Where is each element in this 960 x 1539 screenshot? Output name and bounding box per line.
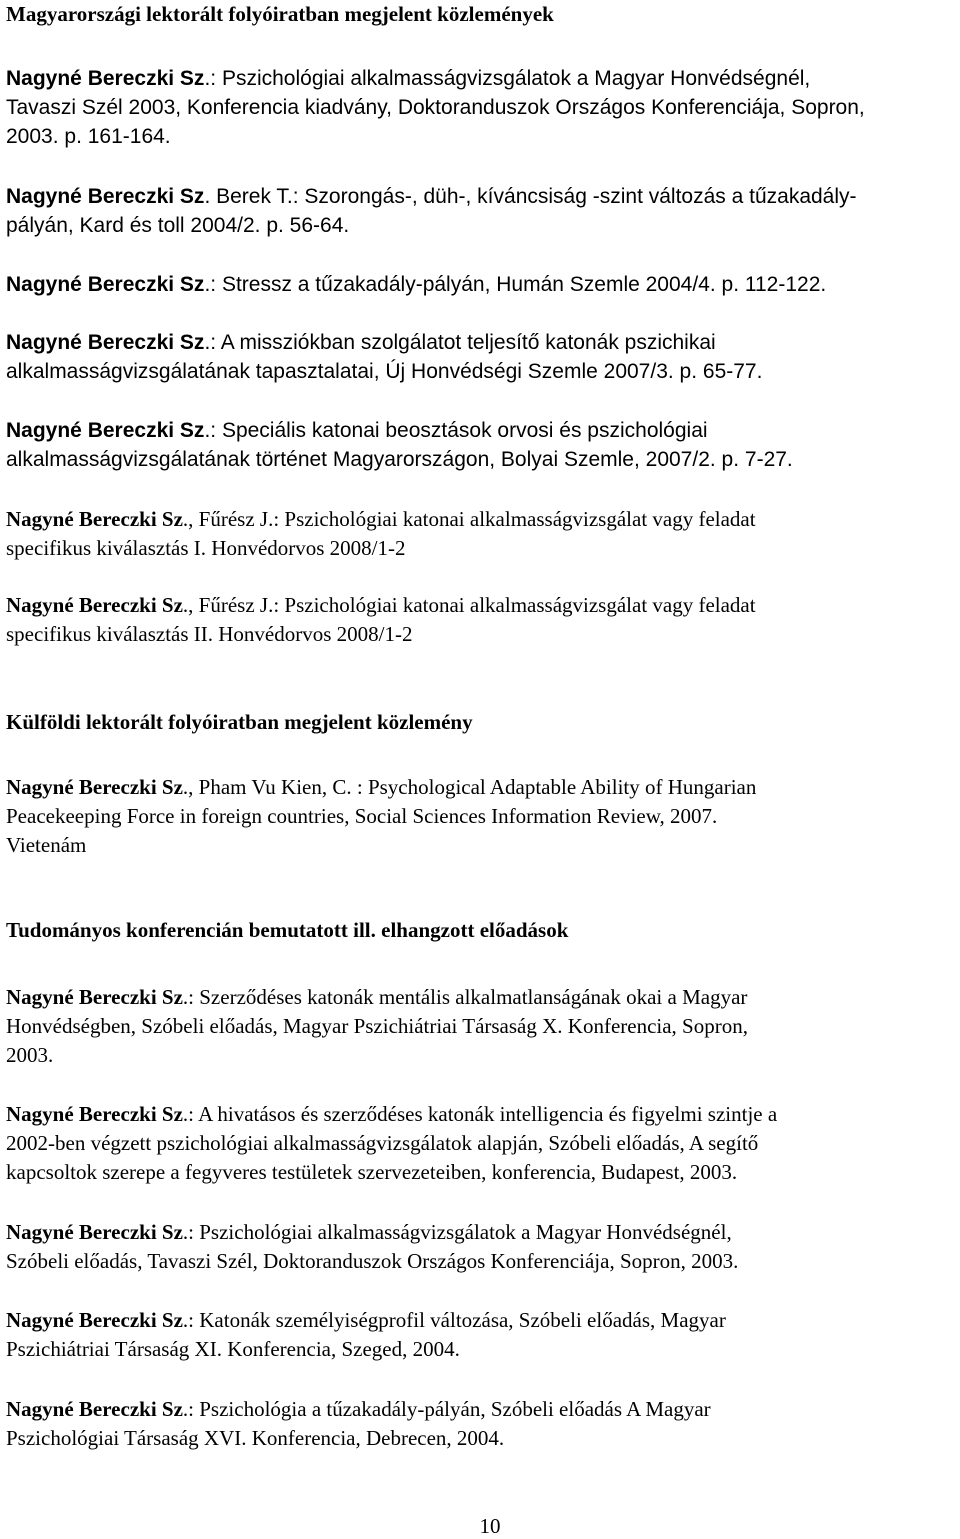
- presentation-entry: Nagyné Bereczki Sz.: Pszichológia a tűzakadály-pályán, Szóbeli előadás A Magyar Pszichológiai Társaság XVI. Konferencia, Debrecen, 2004.: [6, 1397, 711, 1450]
- section-heading-conference: Tudományos konferencián bemutatott ill. elhangzott előadások: [6, 918, 569, 942]
- author-name: Nagyné Bereczki Sz: [6, 185, 205, 208]
- presentation-entry: Nagyné Bereczki Sz.: Szerződéses katonák mentális alkalmatlanságának okai a Magyar Honvédségben, Szóbeli előadás, Magyar Pszichiátriai Társaság X. Konferencia, Sopron, 2003.: [6, 985, 748, 1067]
- publication-entry: Nagyné Bereczki Sz., Fűrész J.: Pszichológiai katonai alkalmasságvizsgálat vagy feladat specifikus kiválasztás I. Honvédorvos 2008/1-2: [6, 507, 756, 560]
- author-name: Nagyné Bereczki Sz: [6, 1102, 183, 1126]
- presentation-entry: Nagyné Bereczki Sz.: Katonák személyiségprofil változása, Szóbeli előadás, Magyar Pszichiátriai Társaság XI. Konferencia, Szeged, 2004.: [6, 1308, 726, 1361]
- publication-entry: Nagyné Bereczki Sz., Fűrész J.: Pszichológiai katonai alkalmasságvizsgálat vagy feladat specifikus kiválasztás II. Honvédorvos 2008/1-2: [6, 593, 756, 646]
- presentation-entry: Nagyné Bereczki Sz.: Pszichológiai alkalmasságvizsgálatok a Magyar Honvédségnél, Szóbeli előadás, Tavaszi Szél, Doktoranduszok Országos Konferenciája, Sopron, 2003.: [6, 1220, 739, 1273]
- publication-entry: Nagyné Bereczki Sz.: Stressz a tűzakadály-pályán, Humán Szemle 2004/4. p. 112-122.: [6, 273, 827, 296]
- author-name: Nagyné Bereczki Sz: [6, 1308, 183, 1332]
- page-number: 10: [479, 1514, 501, 1538]
- section-heading-hungarian: Magyarországi lektorált folyóiratban megjelent közlemények: [6, 2, 554, 26]
- author-name: Nagyné Bereczki Sz: [6, 331, 205, 354]
- author-name: Nagyné Bereczki Sz: [6, 775, 183, 799]
- author-name: Nagyné Bereczki Sz: [6, 273, 205, 296]
- publication-entry: Nagyné Bereczki Sz.: Pszichológiai alkalmasságvizsgálatok a Magyar Honvédségnél, Tavaszi Szél 2003, Konferencia kiadvány, Doktoranduszok Országos Konferenciája, Sopron, 2003. p. 161-164.: [6, 67, 865, 148]
- presentation-entry: Nagyné Bereczki Sz.: A hivatásos és szerződéses katonák intelligencia és figyelmi szintje a 2002-ben végzett pszichológiai alkalmasságvizsgálatok alapján, Szóbeli előadás, A segítő kapcsoltok szerepe a fegyveres testületek szervezeteiben, konferencia, Budapest, 2003.: [6, 1102, 778, 1184]
- author-name: Nagyné Bereczki Sz: [6, 507, 183, 531]
- author-name: Nagyné Bereczki Sz: [6, 67, 205, 90]
- publication-entry: Nagyné Bereczki Sz. Berek T.: Szorongás-, düh-, kíváncsiság -szint változás a tűzakadály- pályán, Kard és toll 2004/2. p. 56-64.: [6, 185, 857, 237]
- author-name: Nagyné Bereczki Sz: [6, 985, 183, 1009]
- author-name: Nagyné Bereczki Sz: [6, 1220, 183, 1244]
- publication-entry: Nagyné Bereczki Sz., Pham Vu Kien, C. : Psychological Adaptable Ability of Hungarian Peacekeeping Force in foreign countries, Social Sciences Information Review, 2007. Vietenám: [6, 775, 757, 857]
- author-name: Nagyné Bereczki Sz: [6, 419, 205, 442]
- publication-entry: Nagyné Bereczki Sz.: Speciális katonai beosztások orvosi és pszichológiai alkalmasságvizsgálatának történet Magyarországon, Bolyai Szemle, 2007/2. p. 7-27.: [6, 419, 793, 471]
- author-name: Nagyné Bereczki Sz: [6, 1397, 183, 1421]
- section-heading-foreign: Külföldi lektorált folyóiratban megjelent közlemény: [6, 710, 473, 734]
- publication-entry: Nagyné Bereczki Sz.: A missziókban szolgálatot teljesítő katonák pszichikai alkalmasságvizsgálatának tapasztalatai, Új Honvédségi Szemle 2007/3. p. 65-77.: [6, 331, 763, 383]
- author-name: Nagyné Bereczki Sz: [6, 593, 183, 617]
